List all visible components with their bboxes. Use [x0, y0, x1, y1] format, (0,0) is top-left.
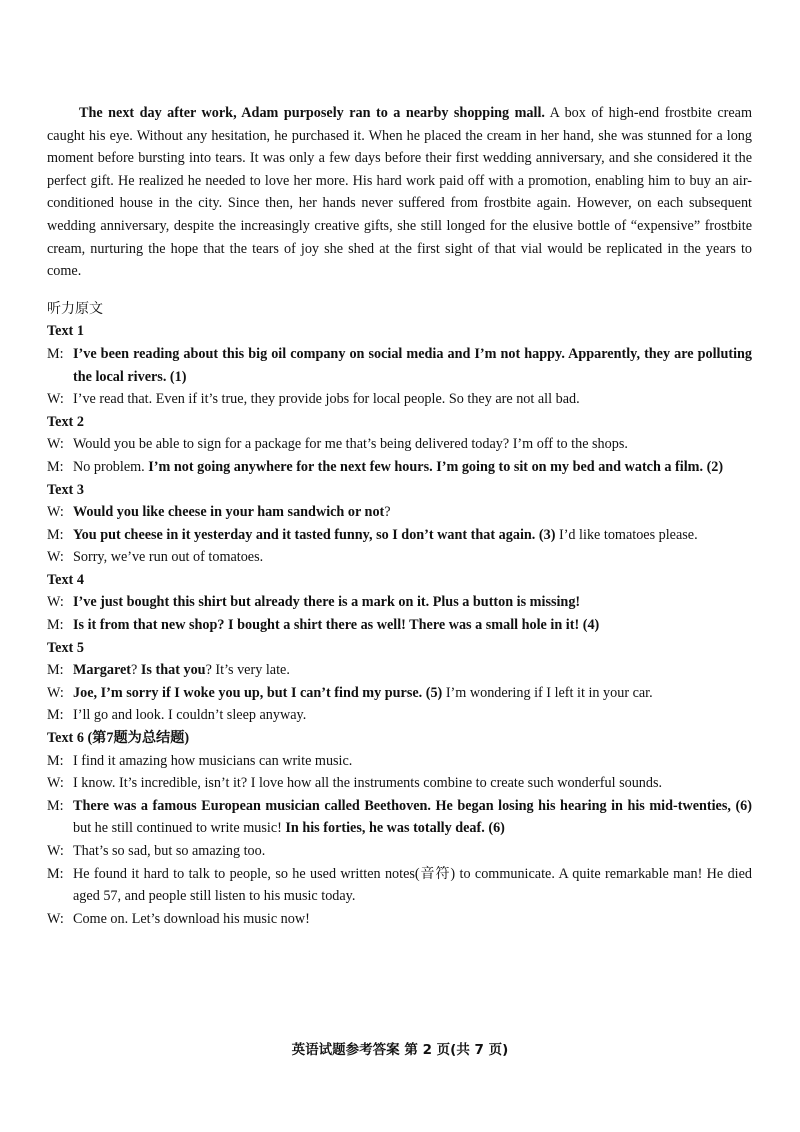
- text-title: Text 5: [47, 639, 84, 656]
- utterance-text: He found it hard to talk to people, so he used written notes(音符) to communicate. A quite remarkable man! He died aged 57, and people still listen to his music today.: [73, 865, 752, 905]
- dialogue-line: [47, 840, 752, 863]
- answer-cue: I’m not going anywhere for the next few hours. I’m going to sit on my bed and watch a film. (2): [148, 458, 724, 475]
- dialogue-line: [47, 546, 752, 569]
- answer-cue: Joe, I’m sorry if I woke you up, but I can’t find my purse. (5): [73, 684, 443, 701]
- utterance: [73, 591, 752, 614]
- answer-cue: There was a famous European musician called Beethoven. He began losing his hearing in his mid-twenties, (6): [73, 797, 752, 814]
- utterance: [73, 704, 752, 727]
- text-title: Text 4: [47, 571, 84, 588]
- dialogue-line: [47, 908, 752, 931]
- dialogue-line: [47, 614, 752, 637]
- utterance: [73, 772, 752, 795]
- utterance-text: No problem.: [73, 458, 149, 475]
- document-page: [47, 102, 752, 930]
- speaker-label: W:: [47, 436, 64, 453]
- speaker-label: M:: [47, 707, 64, 724]
- utterance: [73, 546, 752, 569]
- utterance-text: I’ve read that. Even if it’s true, they provide jobs for local people. So they are not all bad.: [73, 391, 580, 408]
- dialogue-line: [47, 750, 752, 773]
- speaker-label: W:: [47, 549, 64, 566]
- utterance-text: That’s so sad, but so amazing too.: [73, 843, 266, 859]
- speaker-label: W:: [47, 775, 64, 792]
- utterance: [73, 863, 752, 908]
- utterance: [73, 659, 752, 682]
- speaker-label: M:: [47, 458, 64, 475]
- story-lead: The next day after work, Adam purposely ran to a nearby shopping mall.: [79, 105, 545, 121]
- text-title: Text 2: [47, 413, 84, 430]
- dialogue-line: [47, 501, 752, 524]
- answer-cue: I’ve just bought this shirt but already there is a mark on it. Plus a button is missing!: [73, 594, 581, 611]
- text-title: Text 3: [47, 481, 84, 498]
- utterance-text: ?: [384, 504, 391, 521]
- speaker-label: M:: [47, 797, 64, 814]
- utterance-text: I find it amazing how musicians can write music.: [73, 752, 353, 769]
- speaker-label: M:: [47, 345, 64, 362]
- dialogue-line: [47, 704, 752, 727]
- utterance: [73, 750, 752, 773]
- answer-cue: I’ve been reading about this big oil company on social media and I’m not happy. Apparently, they are polluting the local rivers. (1): [73, 345, 752, 385]
- utterance: [73, 456, 752, 479]
- utterance-text: I’ll go and look. I couldn’t sleep anyway.: [73, 707, 307, 724]
- utterance-text: ?: [131, 662, 141, 679]
- dialogue-line: [47, 524, 752, 547]
- utterance-text: I’d like tomatoes please.: [555, 526, 698, 543]
- transcript-texts: [47, 320, 752, 930]
- utterance-text: I know. It’s incredible, isn’t it? I love how all the instruments combine to create such wonderful sounds.: [73, 775, 663, 792]
- speaker-label: W:: [47, 504, 64, 521]
- answer-cue: Is that you: [140, 662, 206, 679]
- answer-cue: Would you like cheese in your ham sandwich or not: [73, 504, 385, 521]
- transcript-heading: 听力原文: [47, 300, 103, 317]
- utterance-text: I’m wondering if I left it in your car.: [442, 684, 653, 701]
- speaker-label: M:: [47, 526, 64, 543]
- dialogue-line: [47, 343, 752, 388]
- speaker-label: W:: [47, 684, 64, 701]
- utterance: [73, 908, 752, 931]
- dialogue-line: [47, 682, 752, 705]
- speaker-label: M:: [47, 752, 64, 769]
- text-title: Text 1: [47, 323, 84, 340]
- dialogue-line: [47, 772, 752, 795]
- speaker-label: M:: [47, 865, 64, 882]
- speaker-label: W:: [47, 910, 64, 927]
- utterance-text: ? It’s very late.: [205, 662, 290, 679]
- story-paragraph: [47, 102, 752, 283]
- speaker-label: M:: [47, 617, 64, 634]
- utterance: [73, 795, 752, 840]
- text-title: Text 6 (第7题为总结题): [47, 730, 190, 747]
- speaker-label: W:: [47, 594, 64, 611]
- utterance-text: Come on. Let’s download his music now!: [73, 910, 310, 927]
- utterance-text: Would you be able to sign for a package for me that’s being delivered today? I’m off to the shops.: [73, 436, 628, 453]
- utterance: [73, 682, 752, 705]
- speaker-label: W:: [47, 391, 64, 408]
- dialogue-line: [47, 456, 752, 479]
- speaker-label: W:: [47, 843, 64, 859]
- answer-cue: You put cheese in it yesterday and it tasted funny, so I don’t want that again. (3): [73, 526, 556, 543]
- utterance: [73, 840, 752, 863]
- dialogue-line: [47, 388, 752, 411]
- answer-cue: In his forties, he was totally deaf. (6): [285, 820, 505, 837]
- answer-cue: Is it from that new shop? I bought a shirt there as well! There was a small hole in it! (4): [73, 617, 600, 634]
- speaker-label: M:: [47, 662, 64, 679]
- utterance: [73, 433, 752, 456]
- utterance: [73, 388, 752, 411]
- dialogue-line: [47, 659, 752, 682]
- dialogue-line: [47, 591, 752, 614]
- dialogue-line: [47, 795, 752, 840]
- dialogue-line: [47, 433, 752, 456]
- utterance-text: but he still continued to write music!: [73, 820, 286, 837]
- utterance-text: Sorry, we’ve run out of tomatoes.: [73, 549, 264, 566]
- utterance: [73, 614, 752, 637]
- answer-cue: Margaret: [73, 662, 132, 679]
- utterance: [73, 343, 752, 388]
- utterance: [73, 501, 752, 524]
- dialogue-line: [47, 863, 752, 908]
- page-footer: 英语试题参考答案 第 2 页(共 7 页): [291, 1042, 509, 1058]
- story-body: A box of high-end frostbite cream caught his eye. Without any hesitation, he purchased it. When he placed the cream in her hand, she was stunned for a long moment before bursting into tears. It was only a few days before their first wedding anniversary, and she considered it the perfect gift. He realized he needed to love her more. His hard work paid off with a promotion, enabling him to buy an air-conditioned house in the city. Since then, her hands never suffered from frostbite again. However, on each subsequent wedding anniversary, despite the increasingly creative gifts, she still longed for the elusive bottle of “expensive” frostbite cream, nurturing the hope that the tears of joy she shed at the first sight of that vial would be replicated in the years to come.: [47, 105, 752, 280]
- utterance: [73, 524, 752, 547]
